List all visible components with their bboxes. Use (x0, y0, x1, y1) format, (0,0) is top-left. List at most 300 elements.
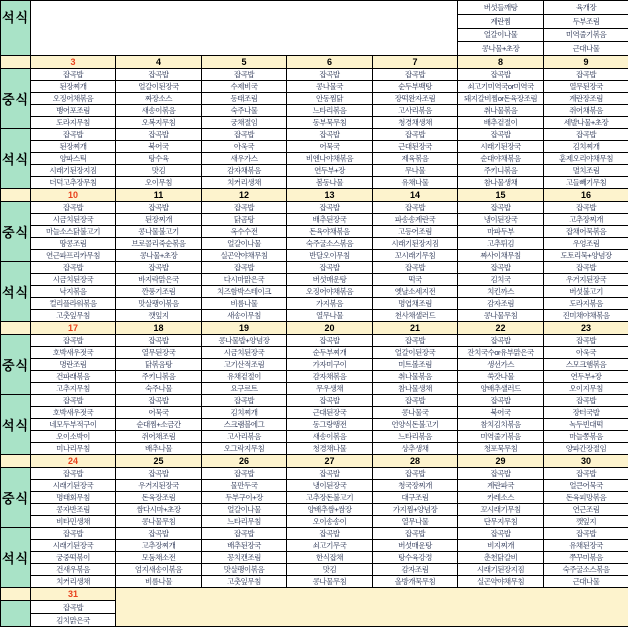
menu-cell: 탕수육 (116, 153, 202, 165)
menu-cell: 고기산적조림 (202, 359, 287, 371)
menu-cell: 양파스틱 (31, 153, 116, 165)
menu-cell: 얼갈이나물 (202, 504, 287, 516)
menu-cell: 옥수수전 (202, 226, 287, 238)
menu-cell: 잡곡밥 (373, 395, 458, 407)
menu-cell: 잡곡밥 (202, 129, 287, 141)
menu-cell: 열무나물 (373, 516, 458, 528)
menu-cell: 잡곡밥 (31, 528, 116, 540)
menu-cell: 쌈다시마+초장 (116, 504, 202, 516)
menu-cell: 깻잎지 (116, 310, 202, 322)
date-cell: 10 (31, 189, 116, 202)
menu-cell: 근대된장국 (287, 407, 373, 419)
date-cell: 22 (458, 322, 544, 335)
menu-cell: 콩나물무침 (458, 310, 544, 322)
date-cell: 14 (373, 189, 458, 202)
menu-cell: 돼지갈비찜or돈육장조림 (458, 93, 544, 105)
menu-cell: 시래기된장지짐 (458, 564, 544, 576)
menu-cell: 잡곡밥 (202, 262, 287, 274)
menu-cell: 잡곡밥 (544, 335, 628, 347)
menu-cell: 꼬시래기무침 (373, 250, 458, 262)
menu-cell: 고추지무침 (31, 383, 116, 395)
menu-cell: 실곤약야채무침 (458, 576, 544, 588)
menu-cell: 장떡완자조림 (373, 93, 458, 105)
menu-cell: 잡곡밥 (116, 262, 202, 274)
menu-cell: 가자미구이 (287, 359, 373, 371)
menu-cell: 훈제오리야채무침 (544, 153, 628, 165)
menu-cell: 가지볶음 (287, 298, 373, 310)
menu-cell: 고추장찌개 (116, 540, 202, 552)
menu-cell: 잡곡밥 (458, 395, 544, 407)
menu-cell: 시래기된장지짐 (373, 238, 458, 250)
menu-cell: 콩나물국 (287, 81, 373, 93)
menu-cell: 유채겉절이 (202, 371, 287, 383)
menu-cell: 쥐어채조림 (116, 431, 202, 443)
menu-cell: 잡곡밥 (287, 468, 373, 480)
menu-cell: 오그락지무침 (202, 443, 287, 455)
menu-cell: 잡곡밥 (31, 262, 116, 274)
date-cell: 19 (202, 322, 287, 335)
menu-cell: 녹두빈대떡 (544, 419, 628, 431)
menu-cell: 배추된장국 (202, 540, 287, 552)
date-cell: 21 (373, 322, 458, 335)
menu-cell: 맛살팽이볶음 (202, 564, 287, 576)
menu-cell: 꼬시래기무침 (458, 504, 544, 516)
date-cell: 6 (287, 56, 373, 69)
menu-cell: 고들빼기무침 (544, 177, 628, 189)
menu-cell: 잡곡밥 (31, 129, 116, 141)
menu-cell: 참치김치볶음 (458, 419, 544, 431)
menu-cell: 오이송송이 (287, 516, 373, 528)
menu-cell: 잡채어묵볶음 (544, 226, 628, 238)
menu-cell: 잡곡밥 (202, 69, 287, 81)
menu-cell: 양배추쌈+쌈장 (287, 504, 373, 516)
menu-cell: 대구조림 (373, 492, 458, 504)
date-cell: 27 (287, 455, 373, 468)
menu-cell: 물만두국 (202, 480, 287, 492)
menu-cell: 콩나물무침 (116, 516, 202, 528)
menu-cell: 얼갈이된장국 (373, 347, 458, 359)
menu-cell: 고사리볶음 (202, 431, 287, 443)
menu-cell: 잡곡밥 (287, 202, 373, 214)
menu-cell: 명엽채조림 (373, 298, 458, 310)
menu-cell: 잡곡밥 (116, 468, 202, 480)
menu-cell: 뱅어포조림 (31, 105, 116, 117)
menu-cell: 언양식돈불고기 (373, 419, 458, 431)
menu-cell: 주키니볶음 (458, 165, 544, 177)
date-cell: 4 (116, 56, 202, 69)
menu-cell: 얼갈이된장국 (116, 81, 202, 93)
meal-calendar-body (1, 1, 628, 627)
menu-cell: 닭곰탕 (202, 214, 287, 226)
menu-cell: 다시마맑은국 (202, 274, 287, 286)
menu-cell: 궁채절임 (202, 117, 287, 129)
menu-cell: 근대나물 (544, 576, 628, 588)
menu-cell: 숙주굴소스볶음 (287, 238, 373, 250)
menu-cell: 깐풍기조림 (116, 286, 202, 298)
menu-cell: 잡곡밥 (116, 129, 202, 141)
menu-cell: 된장찌개 (31, 141, 116, 153)
date-cell: 25 (116, 455, 202, 468)
menu-cell: 카레소스 (458, 492, 544, 504)
menu-cell: 아욱국 (544, 347, 628, 359)
menu-cell: 잡곡밥 (202, 395, 287, 407)
meal-label-lunch: 중식 (1, 468, 31, 528)
menu-cell: 잡곡밥 (544, 129, 628, 141)
meal-label-lunch: 중식 (1, 335, 31, 395)
menu-cell: 북어국 (116, 141, 202, 153)
menu-cell: 닭볶음탕 (116, 359, 202, 371)
menu-cell: 비타민생채 (31, 516, 116, 528)
date-cell: 7 (373, 56, 458, 69)
menu-cell: 컬리플라워볶음 (31, 298, 116, 310)
menu-cell: 맛김 (287, 564, 373, 576)
menu-cell: 반달오이무침 (287, 250, 373, 262)
menu-cell: 잡곡밥 (373, 202, 458, 214)
menu-cell: 잡곡밥 (458, 335, 544, 347)
menu-cell: 맛살팽이볶음 (116, 298, 202, 310)
menu-cell: 고춧잎무침 (202, 576, 287, 588)
menu-cell: 꽁치캔조림 (202, 552, 287, 564)
menu-cell: 콩나물불고기 (116, 226, 202, 238)
menu-cell: 버섯들깨탕 (458, 1, 544, 15)
menu-cell: 궁중떡볶이 (31, 552, 116, 564)
menu-cell: 잡곡밥 (31, 395, 116, 407)
menu-cell: 비름나물 (202, 298, 287, 310)
menu-cell: 고사리볶음 (373, 105, 458, 117)
menu-cell: 새송이볶음 (287, 431, 373, 443)
menu-cell: 취나물볶음 (373, 371, 458, 383)
menu-cell: 상추생채 (373, 443, 458, 455)
menu-cell: 도토리묵+양념장 (544, 250, 628, 262)
menu-cell: 연두부+장 (544, 371, 628, 383)
menu-cell: 얼큰어묵국 (544, 480, 628, 492)
menu-cell: 아욱국 (202, 141, 287, 153)
date-row-label-cell (1, 322, 31, 335)
menu-cell: 미트볼조림 (373, 359, 458, 371)
date-cell: 9 (544, 56, 628, 69)
menu-cell: 배추나물 (116, 443, 202, 455)
date-row-label-cell (1, 455, 31, 468)
menu-cell: 김치찌개 (544, 141, 628, 153)
menu-cell: 스크램블에그 (202, 419, 287, 431)
menu-cell: 옛날소세지전 (373, 286, 458, 298)
menu-cell: 잡곡밥 (458, 69, 544, 81)
menu-cell: 네모두부적구이 (31, 419, 116, 431)
menu-cell: 잡곡밥 (544, 262, 628, 274)
menu-cell: 느타리볶음 (373, 431, 458, 443)
menu-cell: 배추겉절이 (458, 117, 544, 129)
menu-cell: 명란조림 (31, 359, 116, 371)
menu-cell: 봄동나물 (287, 177, 373, 189)
menu-cell: 잡곡밥 (373, 262, 458, 274)
menu-cell: 잡곡밥 (544, 528, 628, 540)
menu-cell: 된장찌개 (116, 214, 202, 226)
menu-cell: 파송송계란국 (373, 214, 458, 226)
menu-cell: 숙주굴소스볶음 (544, 564, 628, 576)
menu-cell: 탕수육강정 (373, 552, 458, 564)
menu-cell: 장터국밥 (544, 407, 628, 419)
menu-cell: 쇠고기미역국or미역국 (458, 81, 544, 93)
menu-cell: 호박새우젓국 (31, 407, 116, 419)
menu-cell: 실곤약야채무침 (202, 250, 287, 262)
date-cell: 15 (458, 189, 544, 202)
menu-cell: 고추튀김 (458, 238, 544, 250)
menu-cell: 열무나물 (287, 310, 373, 322)
menu-cell: 시금치된장국 (202, 347, 287, 359)
menu-cell: 치커리생채 (202, 177, 287, 189)
date-cell: 28 (373, 455, 458, 468)
trailing-empty-merged-cell (116, 588, 628, 627)
menu-cell: 새우가스 (202, 153, 287, 165)
menu-cell: 잡곡밥 (202, 202, 287, 214)
menu-cell: 냉이된장국 (287, 480, 373, 492)
menu-cell: 콩나물국 (373, 407, 458, 419)
menu-cell: 잡곡밥 (373, 69, 458, 81)
menu-cell: 맛김 (116, 165, 202, 177)
menu-cell: 김치찌개 (202, 407, 287, 419)
menu-cell: 요구르트 (202, 383, 287, 395)
menu-cell: 잡곡밥 (544, 69, 628, 81)
date-cell: 12 (202, 189, 287, 202)
menu-cell: 두부조림 (544, 14, 628, 28)
menu-cell: 새송이무침 (202, 310, 287, 322)
menu-cell: 콩나물+초장 (458, 42, 544, 56)
menu-cell: 생선가스 (458, 359, 544, 371)
menu-cell: 우엉조림 (544, 238, 628, 250)
menu-cell: 깻잎지 (544, 516, 628, 528)
menu-cell: 짜장소스 (116, 93, 202, 105)
menu-cell: 미역줄기볶음 (458, 431, 544, 443)
date-cell: 3 (31, 56, 116, 69)
date-row-label-cell (1, 588, 31, 601)
menu-cell: 김치맑은국 (31, 614, 116, 627)
menu-cell: 브로콜리죽순볶음 (116, 238, 202, 250)
menu-cell: 버섯매운탕 (287, 274, 373, 286)
menu-cell: 낙지볶음 (31, 286, 116, 298)
menu-cell: 참나물생채 (458, 177, 544, 189)
date-cell: 13 (287, 189, 373, 202)
menu-cell: 잔치국수or유부맑은국 (458, 347, 544, 359)
menu-cell: 오이지무침 (544, 383, 628, 395)
menu-cell: 미나리무침 (31, 443, 116, 455)
menu-cell: 마늘쫑볶음 (544, 431, 628, 443)
menu-cell: 열무된장국 (544, 81, 628, 93)
menu-cell: 잡곡밥 (287, 262, 373, 274)
date-cell: 23 (544, 322, 628, 335)
menu-cell: 잡곡밥 (287, 69, 373, 81)
menu-cell: 돈육야채볶음 (287, 226, 373, 238)
final-meal-label-cell (1, 601, 31, 627)
menu-cell: 춘천닭갈비 (458, 552, 544, 564)
menu-cell: 콩나물무침 (287, 576, 373, 588)
menu-cell: 느타리무침 (202, 516, 287, 528)
menu-cell: 잡곡밥 (287, 528, 373, 540)
menu-cell: 감자채볶음 (287, 371, 373, 383)
menu-cell: 호박새우젓국 (31, 347, 116, 359)
menu-cell: 느타리볶음 (287, 105, 373, 117)
menu-cell: 숙주나물 (202, 105, 287, 117)
menu-cell: 유채된장국 (544, 540, 628, 552)
menu-cell: 잡곡밥 (458, 528, 544, 540)
menu-cell: 치킨까스 (458, 286, 544, 298)
menu-cell: 숙주나물 (116, 383, 202, 395)
menu-cell: 엄지새송이볶음 (116, 564, 202, 576)
menu-cell: 돈육장조림 (116, 492, 202, 504)
menu-cell: 잡곡밥 (116, 395, 202, 407)
menu-cell: 시금치된장국 (31, 214, 116, 226)
menu-cell: 치커리생채 (31, 576, 116, 588)
menu-cell: 잡곡밥 (31, 335, 116, 347)
menu-cell: 오징어채볶음 (31, 93, 116, 105)
menu-cell: 얼갈이나물 (458, 28, 544, 42)
carryover-empty-merged-cell (31, 1, 458, 56)
menu-cell: 잡곡밥 (287, 129, 373, 141)
menu-cell: 잡곡밥 (458, 202, 544, 214)
menu-cell: 연근파프리카무침 (31, 250, 116, 262)
menu-cell: 고춧잎무침 (31, 310, 116, 322)
menu-cell: 미역줄기볶음 (544, 28, 628, 42)
menu-cell: 잡곡밥 (373, 335, 458, 347)
menu-cell: 잡곡밥 (544, 395, 628, 407)
date-cell: 30 (544, 455, 628, 468)
menu-cell: 올방개묵무침 (373, 576, 458, 588)
menu-cell: 콩나물+초장 (116, 250, 202, 262)
menu-cell: 돈육피망볶음 (544, 492, 628, 504)
menu-cell: 잡곡밥 (287, 395, 373, 407)
menu-cell: 쭈꾸미볶음 (544, 552, 628, 564)
menu-cell: 잡곡밥 (116, 335, 202, 347)
menu-cell: 계란찜 (458, 14, 544, 28)
menu-cell: 단무지무침 (458, 516, 544, 528)
menu-cell: 시래기된장국 (458, 141, 544, 153)
menu-cell: 바지락맑은국 (116, 274, 202, 286)
menu-cell: 양파간장절임 (544, 443, 628, 455)
meal-label-dinner: 석식 (1, 528, 31, 588)
menu-cell: 잡곡밥 (31, 468, 116, 480)
menu-cell: 쥐어채볶음 (544, 105, 628, 117)
date-cell: 24 (31, 455, 116, 468)
menu-cell: 잡곡밥 (544, 468, 628, 480)
menu-cell: 잡곡밥 (458, 468, 544, 480)
menu-cell: 참나물생채 (373, 383, 458, 395)
menu-cell: 감자조림 (373, 564, 458, 576)
menu-cell: 주키니볶음 (116, 371, 202, 383)
menu-cell: 명태회무침 (31, 492, 116, 504)
menu-cell: 우거지된장국 (116, 480, 202, 492)
date-cell: 29 (458, 455, 544, 468)
meal-label-dinner: 석식 (1, 129, 31, 189)
menu-cell: 동부묵무침 (287, 117, 373, 129)
menu-cell: 잡곡밥 (373, 468, 458, 480)
menu-cell: 콩자반조림 (31, 504, 116, 516)
menu-cell: 건파래볶음 (31, 371, 116, 383)
menu-cell: 짜사이채무침 (458, 250, 544, 262)
menu-cell: 순두부찌개 (287, 347, 373, 359)
menu-cell: 비름나물 (116, 576, 202, 588)
menu-cell: 잡곡밥 (287, 335, 373, 347)
menu-cell: 청경채나물 (287, 443, 373, 455)
menu-cell: 오징어야채볶음 (287, 286, 373, 298)
menu-cell: 순대야채볶음 (458, 153, 544, 165)
menu-cell: 잡곡밥 (116, 202, 202, 214)
menu-cell: 쇠고기무국 (287, 540, 373, 552)
date-cell: 26 (202, 455, 287, 468)
menu-cell: 수제비국 (202, 81, 287, 93)
menu-cell: 세발나물+초장 (544, 117, 628, 129)
menu-cell: 잡곡밥 (31, 601, 116, 614)
menu-cell: 쑥갓나물 (458, 371, 544, 383)
meal-label-lunch: 중식 (1, 202, 31, 262)
menu-cell: 고추장찌개 (544, 214, 628, 226)
menu-cell: 잡곡밥 (202, 468, 287, 480)
menu-cell: 잡곡밥 (544, 202, 628, 214)
menu-cell: 잡곡밥 (373, 528, 458, 540)
meal-label-dinner: 석식 (1, 395, 31, 455)
menu-cell: 된장찌개 (31, 81, 116, 93)
menu-cell: 치즈함박스테이크 (202, 286, 287, 298)
menu-cell: 동태조림 (202, 93, 287, 105)
menu-cell: 잡곡밥 (202, 528, 287, 540)
menu-cell: 동그랑땡전 (287, 419, 373, 431)
date-cell: 11 (116, 189, 202, 202)
menu-cell: 건새우볶음 (31, 564, 116, 576)
menu-cell: 잡곡밥 (458, 129, 544, 141)
menu-cell: 어묵국 (287, 141, 373, 153)
menu-cell: 멸치조림 (544, 165, 628, 177)
menu-cell: 모둠채소전 (116, 552, 202, 564)
meal-label-lunch: 중식 (1, 69, 31, 129)
menu-cell: 더덕고추장무침 (31, 177, 116, 189)
date-cell: 8 (458, 56, 544, 69)
menu-cell: 비엔나야채볶음 (287, 153, 373, 165)
menu-cell: 가지찜+양념장 (373, 504, 458, 516)
menu-cell: 콩나물밥+양념장 (202, 335, 287, 347)
menu-cell: 연근조림 (544, 504, 628, 516)
menu-cell: 도라지볶음 (544, 298, 628, 310)
menu-cell: 무나물 (373, 165, 458, 177)
menu-cell: 고추장돈불고기 (287, 492, 373, 504)
menu-cell: 잡곡밥 (458, 262, 544, 274)
menu-cell: 제육볶음 (373, 153, 458, 165)
menu-cell: 계란파국 (458, 480, 544, 492)
menu-cell: 북어국 (458, 407, 544, 419)
date-cell: 5 (202, 56, 287, 69)
menu-cell: 오이무침 (116, 177, 202, 189)
menu-cell: 냉이된장국 (458, 214, 544, 226)
menu-cell: 스모크햄볶음 (544, 359, 628, 371)
menu-cell: 두부구이+장 (202, 492, 287, 504)
meal-label-dinner: 석식 (1, 262, 31, 322)
menu-cell: 비지찌개 (458, 540, 544, 552)
menu-cell: 시래기된장국 (31, 480, 116, 492)
menu-cell: 취나물볶음 (458, 105, 544, 117)
menu-cell: 순두부백탕 (373, 81, 458, 93)
date-cell: 31 (31, 588, 116, 601)
menu-cell: 감자채볶음 (202, 165, 287, 177)
menu-cell: 시금치된장국 (31, 274, 116, 286)
menu-cell: 청경채생채 (373, 117, 458, 129)
menu-cell: 유채나물 (373, 177, 458, 189)
menu-cell: 천사채샐러드 (373, 310, 458, 322)
date-cell: 16 (544, 189, 628, 202)
menu-cell: 진미채야채볶음 (544, 310, 628, 322)
date-cell: 20 (287, 322, 373, 335)
carryover-dinner-label: 석식 (1, 1, 31, 56)
menu-cell: 감자조림 (458, 298, 544, 310)
menu-cell: 안동찜닭 (287, 93, 373, 105)
menu-cell: 땅콩조림 (31, 238, 116, 250)
menu-cell: 계란장조림 (544, 93, 628, 105)
